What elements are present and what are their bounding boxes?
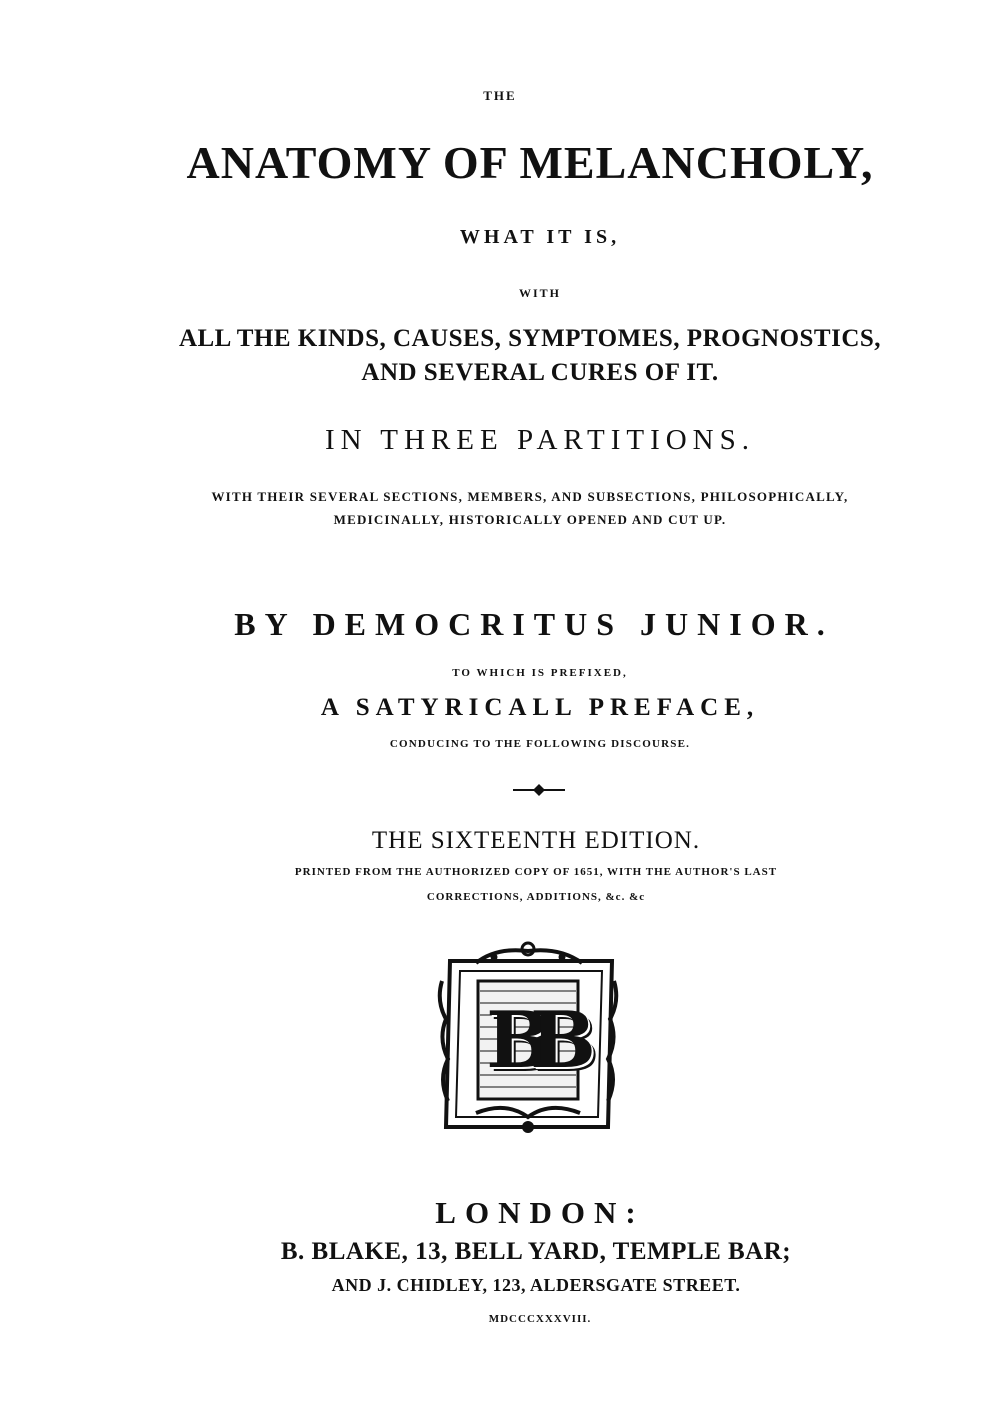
publisher-line-1: B. BLAKE, 13, BELL YARD, TEMPLE BAR;: [280, 1238, 792, 1265]
diamond-rule-ornament: [513, 782, 565, 798]
sections-line-2: MEDICINALLY, HISTORICALLY OPENED AND CUT UP.: [333, 512, 727, 527]
imprint-city: LONDON:: [435, 1195, 645, 1230]
subtitle-what-it-is: WHAT IT IS,: [459, 226, 621, 248]
conducing-note: CONDUCING TO THE FOLLOWING DISCOURSE.: [389, 738, 691, 750]
emblem-monogram: BB: [486, 995, 574, 1086]
printed-note-line-2: CORRECTIONS, ADDITIONS, &c. &c: [426, 891, 646, 903]
sections-line-1: WITH THEIR SEVERAL SECTIONS, MEMBERS, AND SUBSECTIONS, PHILOSOPHICALLY,: [211, 489, 849, 504]
title-prefix: THE: [483, 88, 517, 103]
publication-date: MDCCCXXXVIII.: [488, 1313, 592, 1325]
page-title: ANATOMY OF MELANCHOLY,: [186, 137, 874, 188]
subtitle-kinds-line-2: AND SEVERAL CURES OF IT.: [361, 359, 719, 386]
partitions-heading: IN THREE PARTITIONS.: [324, 424, 756, 456]
prefixed-note: TO WHICH IS PREFIXED,: [452, 667, 628, 679]
publisher-line-2: AND J. CHIDLEY, 123, ALDERSGATE STREET.: [331, 1275, 741, 1295]
printed-note-line-1: PRINTED FROM THE AUTHORIZED COPY OF 1651, WITH THE AUTHOR'S LAST: [294, 866, 778, 878]
edition-heading: THE SIXTEENTH EDITION.: [371, 827, 701, 854]
subtitle-with: WITH: [518, 286, 561, 300]
author-line: BY DEMOCRITUS JUNIOR.: [234, 606, 834, 642]
subtitle-kinds-line-1: ALL THE KINDS, CAUSES, SYMPTOMES, PROGNOSTICS,: [178, 325, 882, 352]
preface-heading: A SATYRICALL PREFACE,: [320, 694, 760, 721]
